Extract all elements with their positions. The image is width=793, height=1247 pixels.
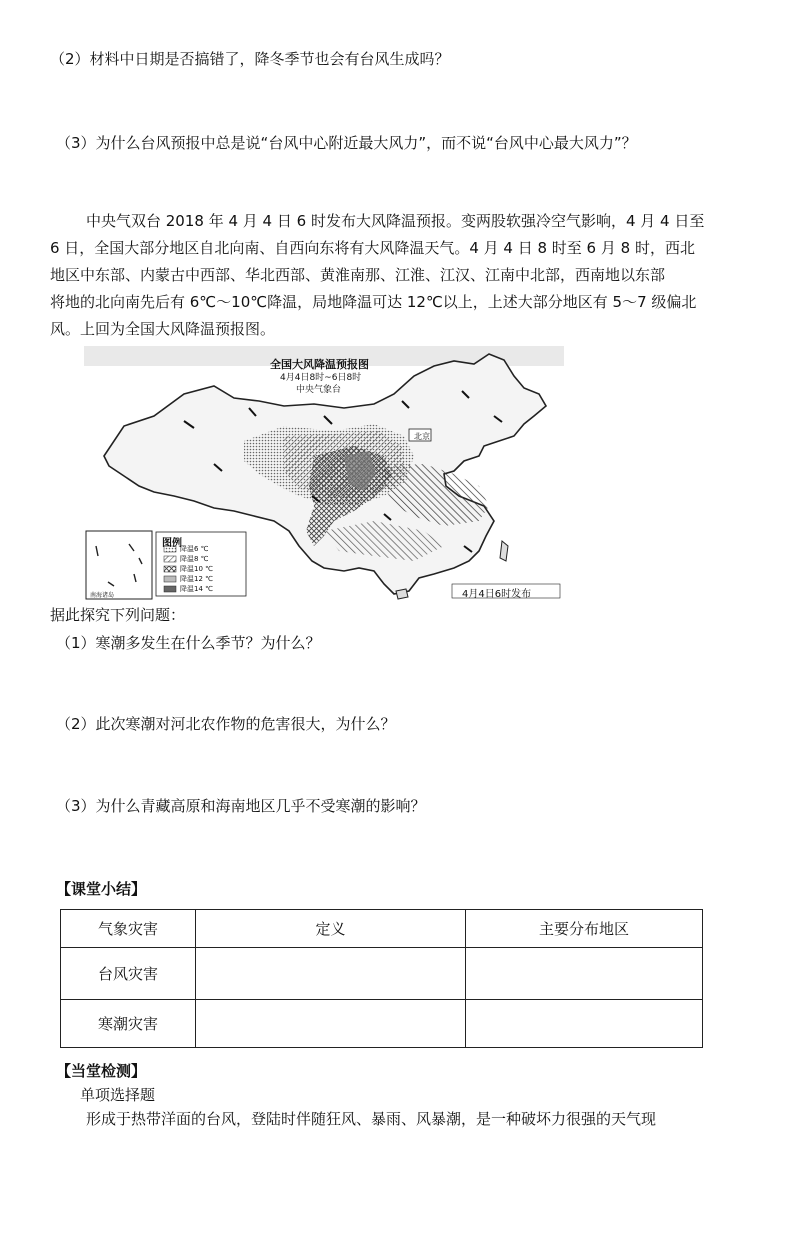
definition-cell[interactable] [196,948,466,1000]
material-line: 中央气双台 2018 年 4 月 4 日 6 时发布大风降温预报。变两股软强冷空气影响，4 月 4 日至 [86,212,705,230]
distribution-cell[interactable] [466,1000,703,1048]
material-line: 6 日，全国大部分地区自北向南、自西向东将有大风降温天气。4 月 4 日 8 时至 6 月 8 时，西北 [50,239,695,257]
summary-heading: 【课堂小结】 [56,880,147,898]
hainan-island [396,589,408,599]
material-line: 风。上回为全国大风降温预报图。 [50,320,276,338]
cold-wave-forecast-map [84,346,564,600]
row-label-typhoon: 台风灾害 [61,948,196,1000]
legend-title: 图例 [162,538,182,549]
map-title: 全国大风降温预报图 [270,358,369,371]
explore-intro: 据此探究下列问题： [50,606,186,624]
beijing-label: 北京 [414,432,430,441]
map-subtitle: 4月4日8时~6日8时 [280,373,362,383]
question-type: 单项选择题 [80,1086,156,1104]
question-stem: 形成于热带洋面的台风，登陆时伴随狂风、暴雨、风暴潮，是一种破坏力很强的天气现 [86,1110,657,1128]
table-row [61,948,703,1000]
inset-label: 南海诸岛 [90,592,115,599]
legend-item: 降温14 ℃ [180,585,213,593]
summary-table [60,909,703,1048]
map-organization: 中央气象台 [296,385,342,395]
material-line: 将地的北向南先后有 6℃～10℃降温，局地降温可达 12℃以上，上述大部分地区有 5～7 级偏北 [50,293,697,311]
check-heading: 【当堂检测】 [56,1062,147,1080]
explore-question-3: （3）为什么青藏高原和海南地区几乎不受寒潮的影响？ [56,797,426,815]
explore-question-1: （1）寒潮多发生在什么季节？为什么？ [56,634,321,652]
issue-time: 4月4日6时发布 [462,589,532,600]
legend-item: 降温8 ℃ [180,555,209,563]
table-header-row [61,910,703,948]
table-header: 定义 [196,910,466,948]
legend-item: 降温12 ℃ [180,575,213,583]
row-label-cold-wave: 寒潮灾害 [61,1000,196,1048]
explore-question-2: （2）此次寒潮对河北农作物的危害很大，为什么？ [56,715,396,733]
table-header: 气象灾害 [61,910,196,948]
table-header: 主要分布地区 [466,910,703,948]
definition-cell[interactable] [196,1000,466,1048]
legend-list [180,544,213,594]
question-3-typhoon: （3）为什么台风预报中总是说“台风中心附近最大风力”，而不说“台风中心最大风力”？ [56,134,637,152]
legend-item: 降温10 ℃ [180,565,213,573]
material-line: 地区中东部、内蒙古中西部、华北西部、黄淮南那、江淮、江汉、江南中北部，西南地以东部 [50,266,666,284]
material-paragraph [50,208,750,343]
taiwan-island [500,541,508,561]
table-row [61,1000,703,1048]
legend-item: 降温6 ℃ [180,545,209,553]
distribution-cell[interactable] [466,948,703,1000]
question-2-typhoon: （2）材料中日期是否搞错了，降冬季节也会有台风生成吗？ [50,50,450,68]
